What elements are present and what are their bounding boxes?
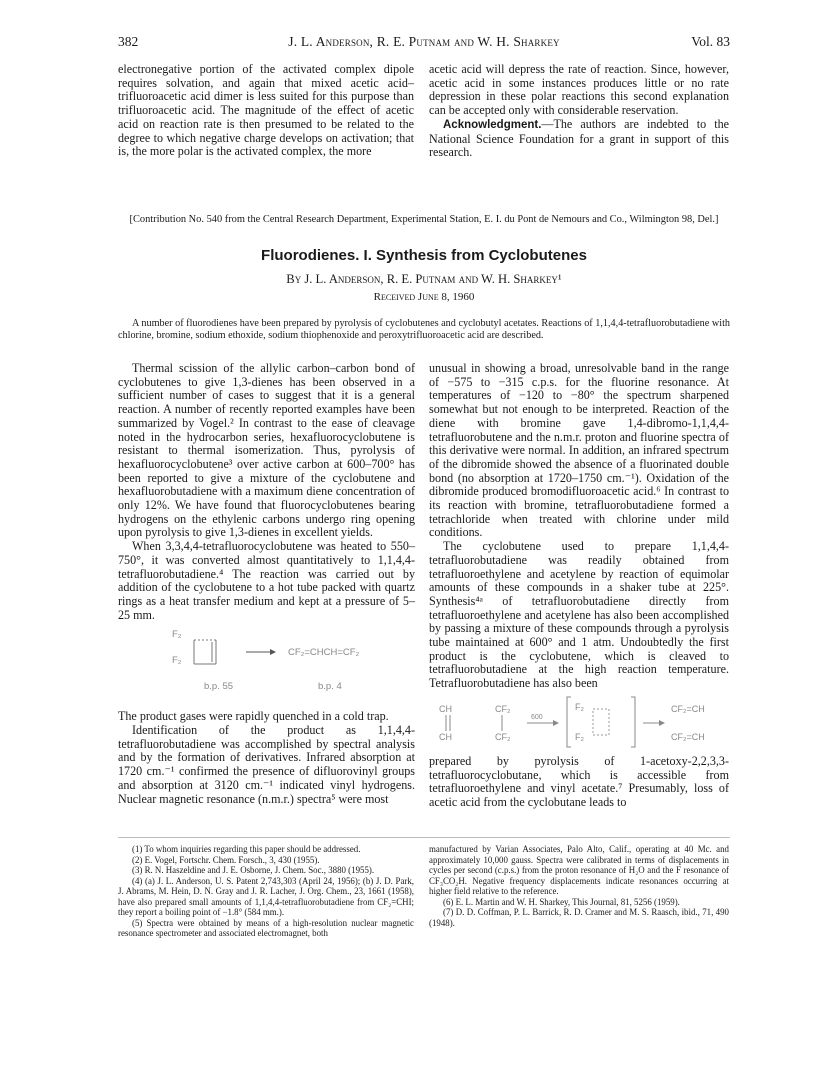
tfe-label: CF₂ bbox=[495, 731, 511, 742]
footnote: (3) R. N. Haszeldine and J. E. Osborne, J. Chem. Soc., 3880 (1955). bbox=[132, 865, 375, 875]
footnotes-left-column bbox=[118, 844, 414, 939]
reaction-arrow bbox=[246, 648, 276, 656]
abstract: A number of fluorodienes have been prepared by pyrolysis of cyclobutenes and cyclobutyl acetates. Reactions of 1,1,4,4-tetrafluorobutadiene with chlorine, bromine, sodium ethoxide, sodium thiophenoxide and peroxytrifluoroacetic acid are described. bbox=[118, 318, 730, 341]
body-paragraph: The cyclobutene used to prepare 1,1,4,4-tetrafluorobutadiene was readily obtained from tetrafluoroethylene and acetylene by reaction of equimolar amounts of these compounds in a shaker tube at 225°. Synthesis⁴ᵃ of tetrafluorobutadiene directly from tetrafluoroethylene and acetylene has also been accomplished by passing a mixture of these compounds through a pyrolysis tube maintained at 600° and 1 atm. Undoubtedly the first product is the cyclobutene, which is cleaved to tetrafluorobutadiene at the high reaction temperature. Tetrafluorobutadiene has also been bbox=[429, 539, 729, 691]
body-paragraph: prepared by pyrolysis of 1-acetoxy-2,2,3,3-tetrafluorocyclobutane, which is accessible from tetrafluoroethylene and vinyl acetate.⁷ Presumably, loss of acetic acid from the cyclobutane leads to bbox=[429, 753, 729, 809]
reaction-scheme-cyclobutene-pyrolysis bbox=[118, 622, 415, 710]
footnote-divider bbox=[118, 837, 730, 838]
running-header-authors: J. L. Anderson, R. E. Putnam and W. H. Sharkey bbox=[288, 34, 560, 49]
volume-label: Vol. 83 bbox=[691, 34, 730, 49]
body-paragraph: The product gases were rapidly quenched in a cold trap. bbox=[118, 709, 389, 724]
footnote: (2) E. Vogel, Fortschr. Chem. Forsch., 3, 430 (1955). bbox=[132, 854, 320, 865]
double-bond bbox=[499, 715, 509, 733]
article-title: Fluorodienes. I. Synthesis from Cyclobutenes bbox=[261, 247, 587, 264]
footnote: manufactured by Varian Associates, Palo Alto, Calif., operating at 40 Mc. and approximately 10,000 gauss. Spectra were calibrated in terms of displacements in cycles per second (c.p.s.) from the proton resonance of H₂O and the F resonance of CF₃CO₂H. Negative frequency displacements indicate resonances occurring at higher field relative to the reference. bbox=[429, 844, 729, 896]
page-number: 382 bbox=[118, 34, 139, 49]
prev-article-left-column bbox=[118, 63, 414, 159]
prev-article-text-left: electronegative portion of the activated complex dipole requires solvation, and again that mixed acetic acid–trifluoroacetic acid dimer is less suited for this purpose than trifluoroacetic acid. The magnitude of the effect of acetic acid on reaction rate is then presumed to be related to the degree to which negative charge develops on activation; that is, the more polar is the activated complex, the more bbox=[118, 62, 414, 159]
diene-fragment: CF₂=CH bbox=[671, 703, 705, 714]
footnote: (5) Spectra were obtained by means of a high-resolution nuclear magnetic resonance spectrometer and associated electromagnet, both bbox=[118, 917, 414, 938]
body-left-column bbox=[118, 362, 415, 806]
contribution-note: [Contribution No. 540 from the Central Research Department, Experimental Station, E. I. du Pont de Nemours and Co., Wilmington 98, Del.] bbox=[129, 214, 719, 225]
boiling-point-label: b.p. 4 bbox=[318, 681, 342, 693]
reaction-arrow bbox=[643, 719, 665, 727]
running-header bbox=[118, 34, 730, 52]
body-right-column bbox=[429, 362, 729, 810]
prev-article-text-right: acetic acid will depress the rate of reaction. Since, however, acetic acid in some instances produces little or no rate depression in these polar reactions this second explanation can be accepted only with considerable reservation. bbox=[429, 62, 729, 118]
acknowledgment-paragraph bbox=[429, 118, 729, 160]
footnote: (1) To whom inquiries regarding this paper should be addressed. bbox=[132, 844, 361, 854]
footnote: (7) D. D. Coffman, P. L. Barrick, R. D. Cramer and M. S. Raasch, ibid., 71, 490 (1948). bbox=[429, 907, 729, 928]
body-paragraph: unusual in showing a broad, unresolvable band in the range of −575 to −315 c.p.s. for the fluorine resonance. At temperatures of −120 to −80° the spectrum sharpened somewhat but not enough to be interpreted. Reaction of the diene with bromine gave 1,4-dibromo-1,1,4,4-tetrafluorobutene and the n.m.r. proton and fluorine spectra of this derivative were normal. In addition, an infrared spectrum of the dibromide showed the absence of a fluorinated double bond (no absorption at 1720–1750 cm.⁻¹). Oxidation of the dibromide produced bromodifluoroacetic acid.⁶ In contrast to its reaction with bromine, tetrafluorobutadiene formed a tetrachloride when treated with chlorine under mild conditions. bbox=[429, 361, 729, 540]
acetylene-label: CH bbox=[439, 731, 452, 742]
footnote: (4) (a) J. L. Anderson, U. S. Patent 2,743,303 (April 24, 1956); (b) J. D. Park, J. Abrams, M. Hein, D. N. Gray and J. R. Lacher, J. Org. Chem., 23, 1661 (1958), have also prepared small amounts of 1,1,4,4-tetrafluorobutadiene from CF₂=CHI; they report a boiling point of −1.8° (584 mm.). bbox=[118, 875, 414, 917]
reaction-condition: 600 bbox=[531, 713, 543, 721]
footnotes-right-column bbox=[429, 844, 729, 928]
reaction-scheme-cycloaddition bbox=[429, 691, 729, 755]
product-formula: CF₂=CHCH=CF₂ bbox=[288, 647, 360, 659]
article-byline: By J. L. Anderson, R. E. Putnam and W. H. Sharkey¹ bbox=[286, 272, 562, 286]
acetylene-label: CH bbox=[439, 703, 452, 714]
body-paragraph: When 3,3,4,4-tetrafluorocyclobutene was heated to 550–750°, it was converted almost quantitatively to 1,1,4,4-tetrafluorobutadiene.⁴ The reaction was carried out by addition of the cyclobutene to a hot tube packed with quartz rings as a heat transfer medium and kept at a pressure of 5–25 mm. bbox=[118, 539, 415, 622]
acknowledgment-heading: Acknowledgment. bbox=[443, 118, 542, 131]
acknowledgment-text: —The authors are indebted to the National Science Foundation for a grant in support of this research. bbox=[429, 116, 729, 160]
boiling-point-label: b.p. 55 bbox=[204, 681, 234, 693]
triple-bond bbox=[443, 715, 453, 733]
fluorine-label: F₂ bbox=[172, 629, 182, 641]
reaction-arrow bbox=[527, 719, 559, 727]
footnote: (6) E. L. Martin and W. H. Sharkey, This Journal, 81, 5256 (1959). bbox=[443, 896, 680, 907]
body-paragraph: Thermal scission of the allylic carbon–carbon bond of cyclobutenes to give 1,3-dienes has been observed in a sufficient number of cases to suggest that it is a general reaction. A number of recently reported examples have been summarized by Vogel.² In contrast to the ease of cleavage noted in the hydrocarbon series, hexafluorocyclobutene is resistant to thermal isomerization. Thus, pyrolysis of hexafluorocyclobutene³ over active carbon at 600–700° has been reported to give a mixture of the cyclobutene and hexafluorobutadiene with a maximum diene concentration of only 12%. We have found that fluorocyclobutenes bearing hydrogens on the ethylenic carbons undergo ring opening upon pyrolysis to give 1,3-dienes in excellent yields. bbox=[118, 361, 415, 540]
tfe-label: CF₂ bbox=[495, 703, 511, 714]
fluorine-label: F₂ bbox=[575, 701, 584, 712]
body-paragraph: Identification of the product as 1,1,4,4-tetrafluorobutadiene was accomplished by spectral analysis and by the formation of derivatives. Infrared absorption at 1720 cm.⁻¹ confirmed the presence of difluorovinyl groups and absorption at 3120 cm.⁻¹ indicated vinyl hydrogens. Nuclear magnetic resonance (n.m.r.) spectra⁵ were most bbox=[118, 723, 415, 806]
fluorine-label: F₂ bbox=[172, 655, 182, 667]
received-date: Received June 8, 1960 bbox=[373, 291, 475, 303]
fluorine-label: F₂ bbox=[575, 731, 584, 742]
diene-fragment: CF₂=CH bbox=[671, 731, 705, 742]
prev-article-right-column bbox=[429, 63, 729, 160]
